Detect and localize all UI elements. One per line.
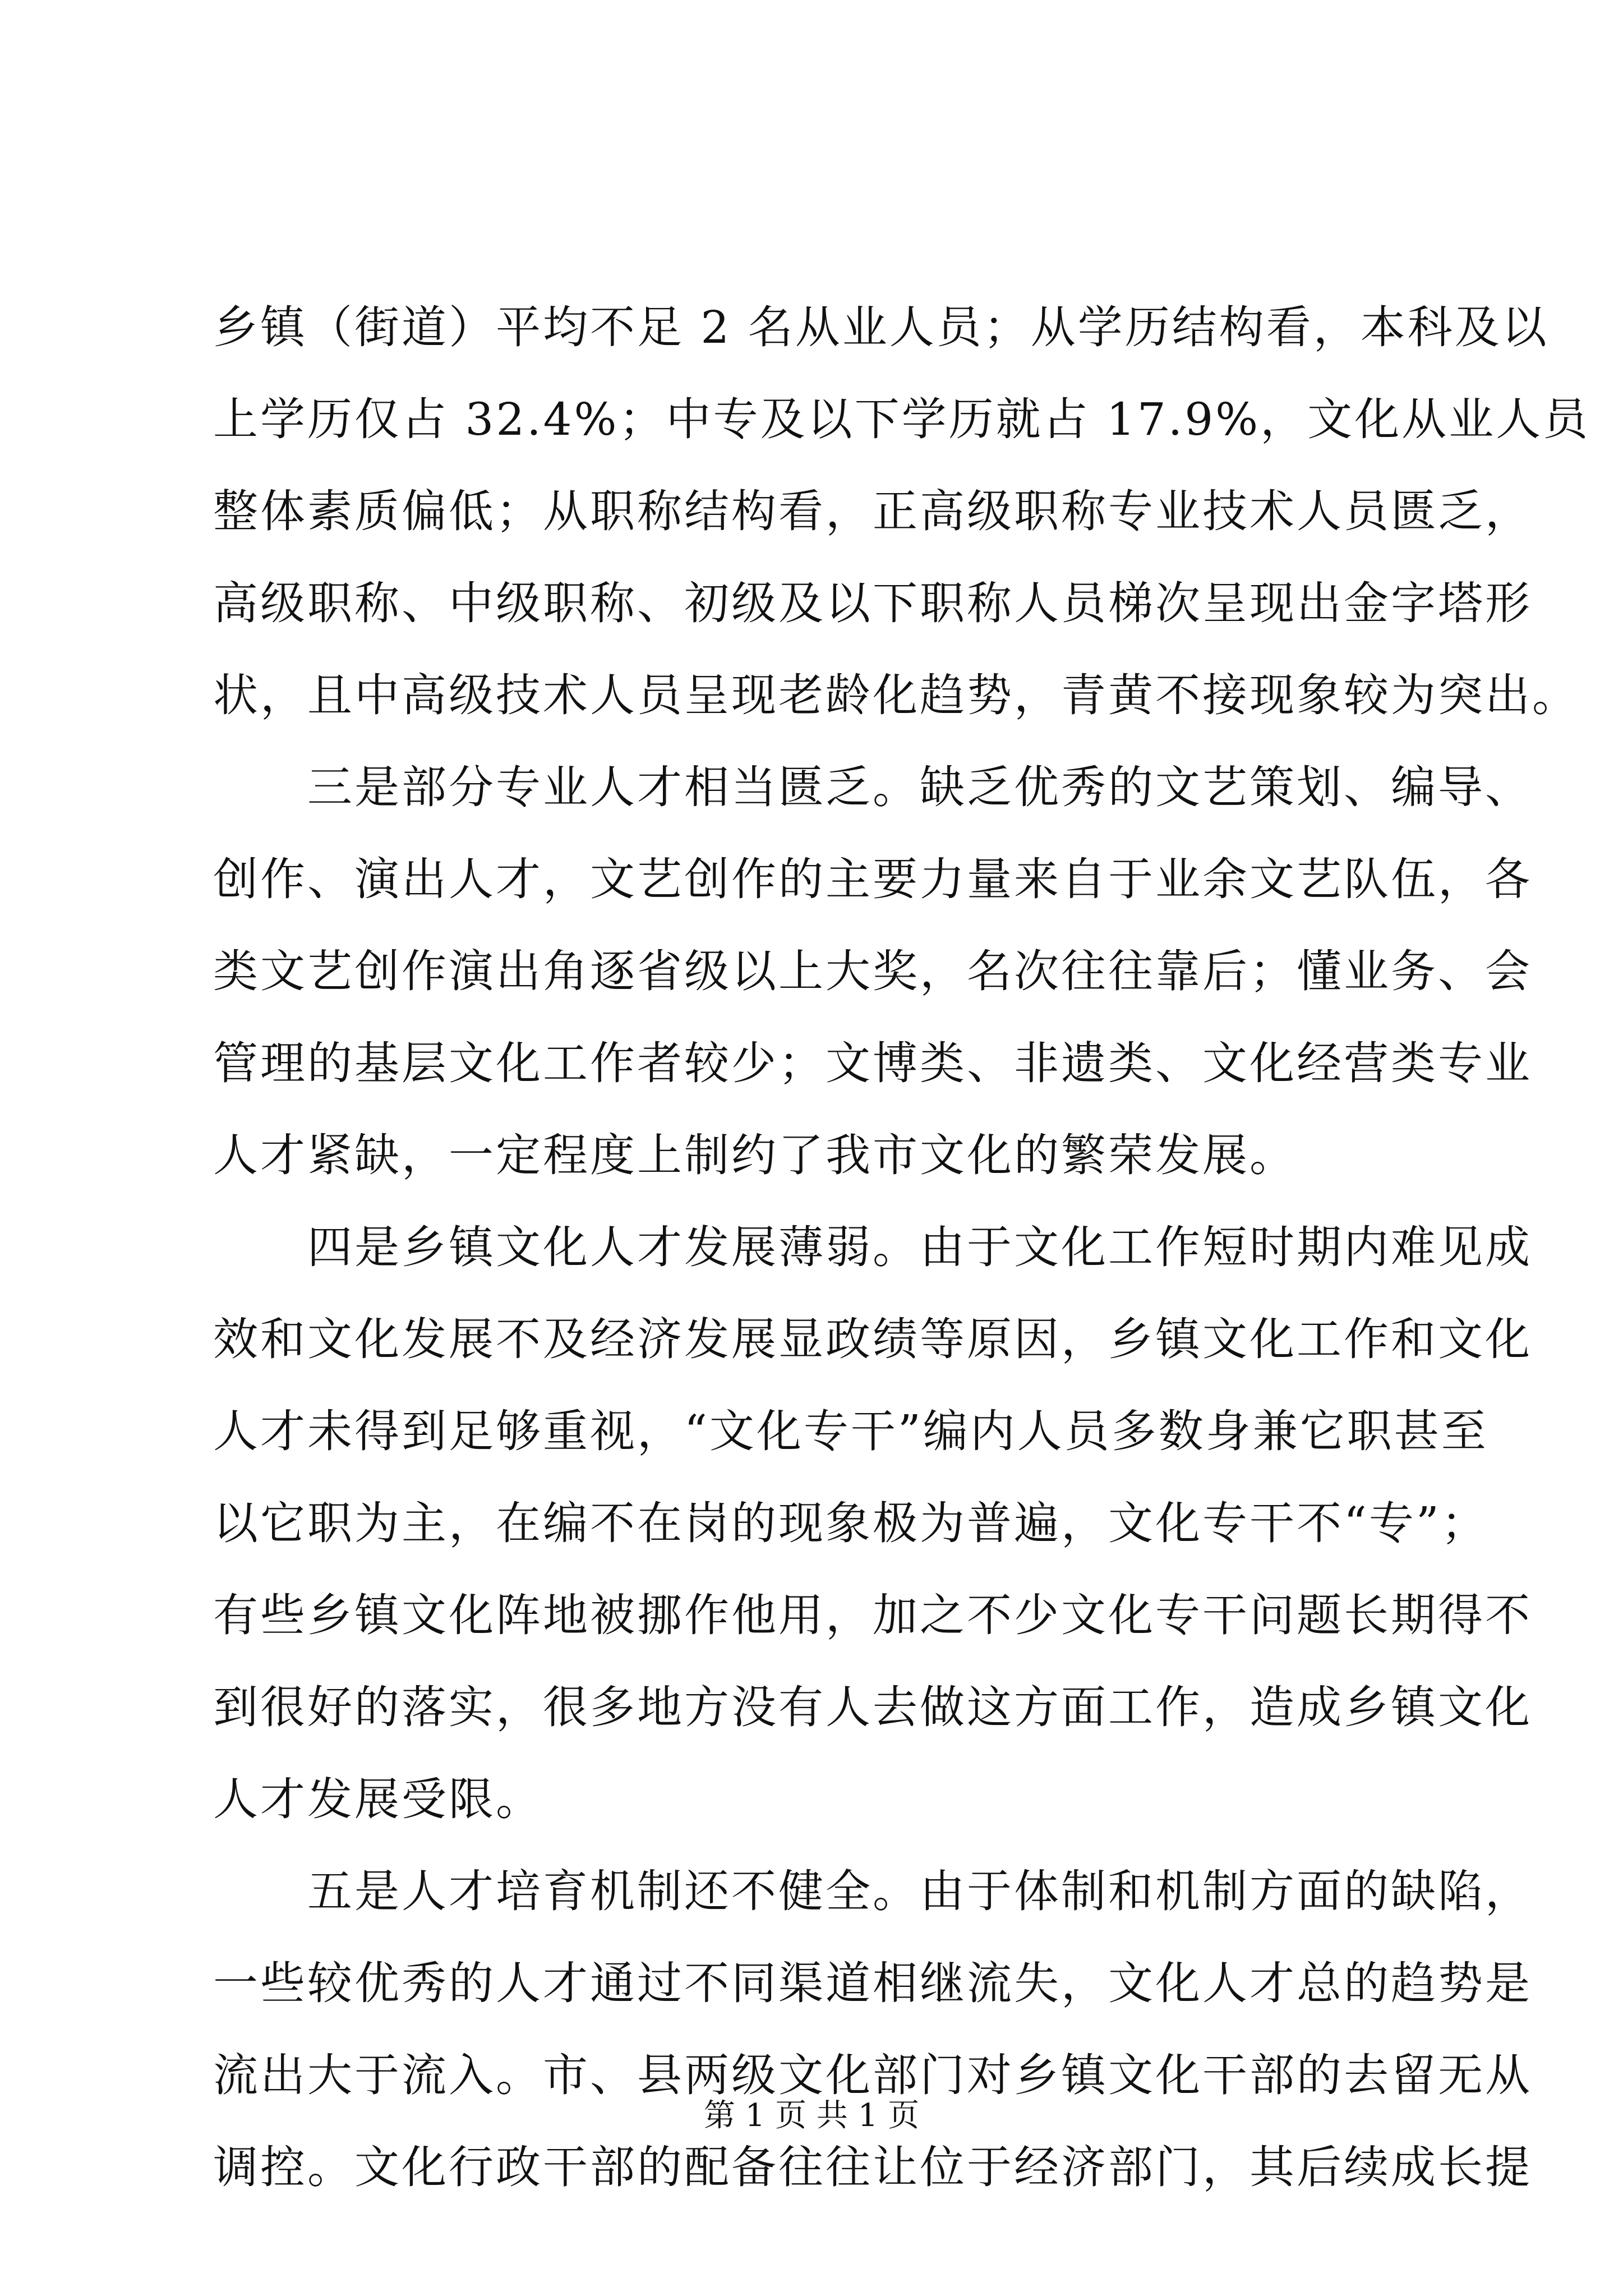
text-line: 有些乡镇文化阵地被挪作他用，加之不少文化专干问题长期得不: [213, 1589, 1532, 1641]
text-line: 流出大于流入。市、县两级文化部门对乡镇文化干部的去留无从: [213, 2049, 1532, 2101]
text-line: 以它职为主，在编不在岗的现象极为普遍，文化专干不“专”；: [213, 1497, 1488, 1549]
paragraph-start-line: 四是乡镇文化人才发展薄弱。由于文化工作短时期内难见成: [307, 1221, 1532, 1273]
text-line: 人才发展受限。: [213, 1773, 543, 1825]
text-line: 效和文化发展不及经济发展显政绩等原因，乡镇文化工作和文化: [213, 1313, 1532, 1365]
text-line: 上学历仅占 32.4%；中专及以下学历就占 17.9%，文化从业人员: [213, 393, 1590, 445]
text-line: 状，且中高级技术人员呈现老龄化趋势，青黄不接现象较为突出。: [213, 669, 1579, 721]
text-line: 人才紧缺，一定程度上制约了我市文化的繁荣发展。: [213, 1129, 1297, 1181]
text-line: 高级职称、中级职称、初级及以下职称人员梯次呈现出金字塔形: [213, 577, 1532, 629]
page-number-footer: 第 1 页 共 1 页: [703, 2097, 920, 2134]
paragraph-start-line: 三是部分专业人才相当匮乏。缺乏优秀的文艺策划、编导、: [307, 761, 1532, 813]
text-line: 创作、演出人才，文艺创作的主要力量来自于业余文艺队伍，各: [213, 853, 1532, 905]
text-line: 整体素质偏低；从职称结构看，正高级职称专业技术人员匮乏，: [213, 485, 1532, 537]
text-line: 人才未得到足够重视，“文化专干”编内人员多数身兼它职甚至: [213, 1405, 1488, 1457]
text-line: 管理的基层文化工作者较少；文博类、非遗类、文化经营类专业: [213, 1037, 1532, 1089]
text-line: 类文艺创作演出角逐省级以上大奖，名次往往靠后；懂业务、会: [213, 945, 1532, 997]
text-line: 一些较优秀的人才通过不同渠道相继流失，文化人才总的趋势是: [213, 1957, 1532, 2009]
body-text: [213, 282, 1590, 2214]
text-line: 乡镇（街道）平均不足 2 名从业人员；从学历结构看，本科及以: [213, 301, 1549, 353]
text-line: 到很好的落实，很多地方没有人去做这方面工作，造成乡镇文化: [213, 1681, 1532, 1733]
text-line: 调控。文化行政干部的配备往往让位于经济部门，其后续成长提: [213, 2141, 1532, 2193]
paragraph-start-line: 五是人才培育机制还不健全。由于体制和机制方面的缺陷，: [307, 1865, 1532, 1917]
